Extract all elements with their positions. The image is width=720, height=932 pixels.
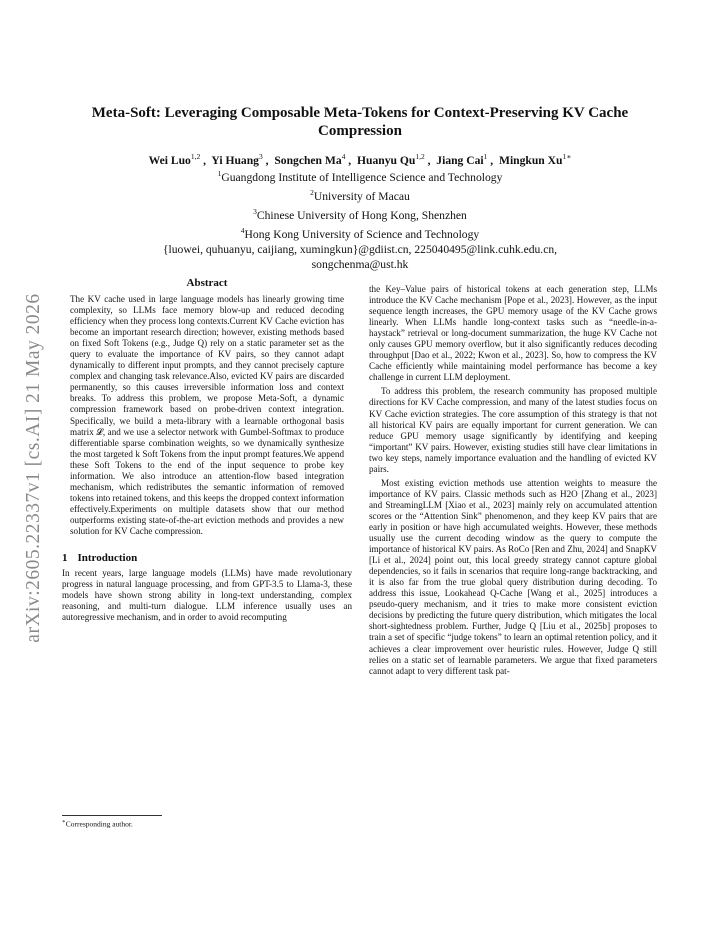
right-column bbox=[369, 284, 657, 677]
abstract-heading: Abstract bbox=[186, 277, 228, 289]
affiliations bbox=[60, 166, 660, 273]
author: Songchen Ma$^4$ bbox=[274, 152, 346, 167]
section-heading: 1 Introduction bbox=[62, 552, 138, 565]
arxiv-identifier: arXiv:2605.22337v1 [cs.AI] 21 May 2026 bbox=[23, 293, 44, 643]
paper-title: Meta-Soft: Leveraging Composable Meta-Tokens for Context-Preserving KV Cache Compression bbox=[91, 105, 629, 139]
intro-paragraph: In recent years, large language models (LLMs) have made revolutionary progress in natural language processing, and from GPT-3.5 to Llama-3, these models have shown strong ability in long-text understanding, complex reasoning, and multi-turn dialogue. LLM inference usually uses an autoregressive mechanism, and in order to avoid recomputing bbox=[62, 568, 352, 623]
author: Yi Huang$^3$ bbox=[211, 152, 263, 167]
left-column bbox=[62, 276, 352, 623]
arxiv-sidebar bbox=[14, 248, 54, 688]
footnote-rule bbox=[62, 815, 162, 816]
affiliation: $^4$Hong Kong University of Science and Technology bbox=[240, 226, 480, 242]
author: Mingkun $Xu^{1∗}$ bbox=[499, 152, 572, 167]
email-line: {luowei, quhuanyu, caijiang, xumingkun}@gdiist.cn, 225040495@link.cuhk.edu.cn, bbox=[162, 243, 558, 257]
author-list: Wei Luo$^{1,2}$ , Yi Huang$^3$ , Songchen Ma$^4$ , Huanyu Qu$^{1,2}$ , Jiang Cai$^1$ , Mingkun $Xu^{1∗}$ bbox=[148, 152, 572, 167]
affiliation: $^3$Chinese University of Hong Kong, Shenzhen bbox=[253, 207, 467, 222]
affiliation: $^2$University of Macau bbox=[310, 188, 410, 203]
author: Wei Luo$^{1,2}$ bbox=[148, 152, 201, 167]
email-line: songchenma@ust.hk bbox=[311, 258, 409, 272]
author: Jiang Cai$^1$ bbox=[436, 152, 488, 167]
author: Huanyu Qu$^{1,2}$ bbox=[357, 152, 425, 167]
affiliation: $^1$Guangdong Institute of Intelligence Science and Technology bbox=[217, 169, 503, 184]
body-paragraph: Most existing eviction methods use attention weights to measure the importance of KV pairs. Classic methods such as H2O [Zhang et al., 2023] and StreamingLLM [Xiao et al., 2023] mainly rely on accumulated attention scores or the “Attention Sink” phenomenon, and they keep KV pairs that are early in position or have high accumulated weights. However, these methods usually use the current decoding window as the query to compute the importance of historical KV pairs. As RoCo [Ren and Zhu, 2024] and SnapKV [Li et al., 2024] point out, this local greedy strategy cannot capture global dependencies, so it fails in scenarios that require long-range backtracking, and it is also far from the true global query distribution during decoding. To address this issue, Lookahead Q-Cache [Wang et al., 2025] introduces a pseudo-query mechanism, and it tries to make more consistent eviction decisions by predicting the future query distribution, which mitigates the local short-sightedness problem. Further, Judge Q [Liu et al., 2025b] proposes to train a set of specific “judge tokens” to learn an optimal retention policy, and it achieves a clear improvement over heuristic rules. However, Judge Q still relies on a static set of learnable parameters. We argue that fixed parameters cannot adapt to very different task pat- bbox=[369, 477, 657, 676]
abstract-text: The KV cache used in large language models has linearly growing time complexity, so LLMs face memory blow-up and reduced decoding efficiency when they process long contexts.Current KV Cache eviction has become an important research direction; however, existing methods based on fixed Soft Tokens (e.g., Judge Q) rely on a static parameter set as the query to evaluate the importance of KV pairs, so they cannot adapt dynamically to different input prompts, and they cannot precisely capture complex and changing task relevance.Also, evicted KV pairs are discarded permanently, so this causes irreversible information loss and context breaks. To address this problem, we propose Meta-Soft, a dynamic compression framework based on probe-driven context integration. Specifically, we build a meta-library with a learnable orthogonal basis matrix 𝓛, and we use a selector network with Gumbel-Softmax to produce differentiable sparse combination weights, so we dynamically synthesize the most targeted k Soft Tokens from the input prompt features.We append these Soft Tokens to the end of the input sequence to probe key information. We also introduce an attention-flow based integration mechanism, which redistributes the semantic information of removed tokens into retained tokens, and this keeps the dropped context information effectively.Experiments on multiple datasets show that our method outperforms existing state-of-the-art eviction methods and provides a new solution for KV Cache compression. bbox=[70, 294, 344, 536]
body-paragraph: the Key–Value pairs of historical tokens at each generation step, LLMs introduce the KV Cache mechanism [Pope et al., 2023]. However, as the input sequence length increases, the GPU memory usage of the KV Cache grows linearly. When LLMs handle long-context tasks such as “needle-in-a-haystack” retrieval or long-document summarization, the huge KV Cache not only causes GPU memory overflow, but it also significantly reduces decoding throughput [Dao et al., 2022; Kwon et al., 2023]. So, how to compress the KV Cache efficiently while maintaining model performance has become a key challenge in current LLM deployment. bbox=[369, 284, 657, 383]
body-paragraph: To address this problem, the research community has proposed multiple directions for KV Cache compression, and many of the latest studies focus on KV Cache eviction strategies. The core assumption of this strategy is that not all historical KV pairs are equally important for current generation. We can reduce GPU memory usage significantly by identifying and keeping “important” KV pairs. However, existing studies still have clear limitations in two key steps, namely importance evaluation and the handling of evicted KV pairs. bbox=[369, 386, 657, 474]
footnote: ∗Corresponding author. bbox=[62, 819, 133, 829]
